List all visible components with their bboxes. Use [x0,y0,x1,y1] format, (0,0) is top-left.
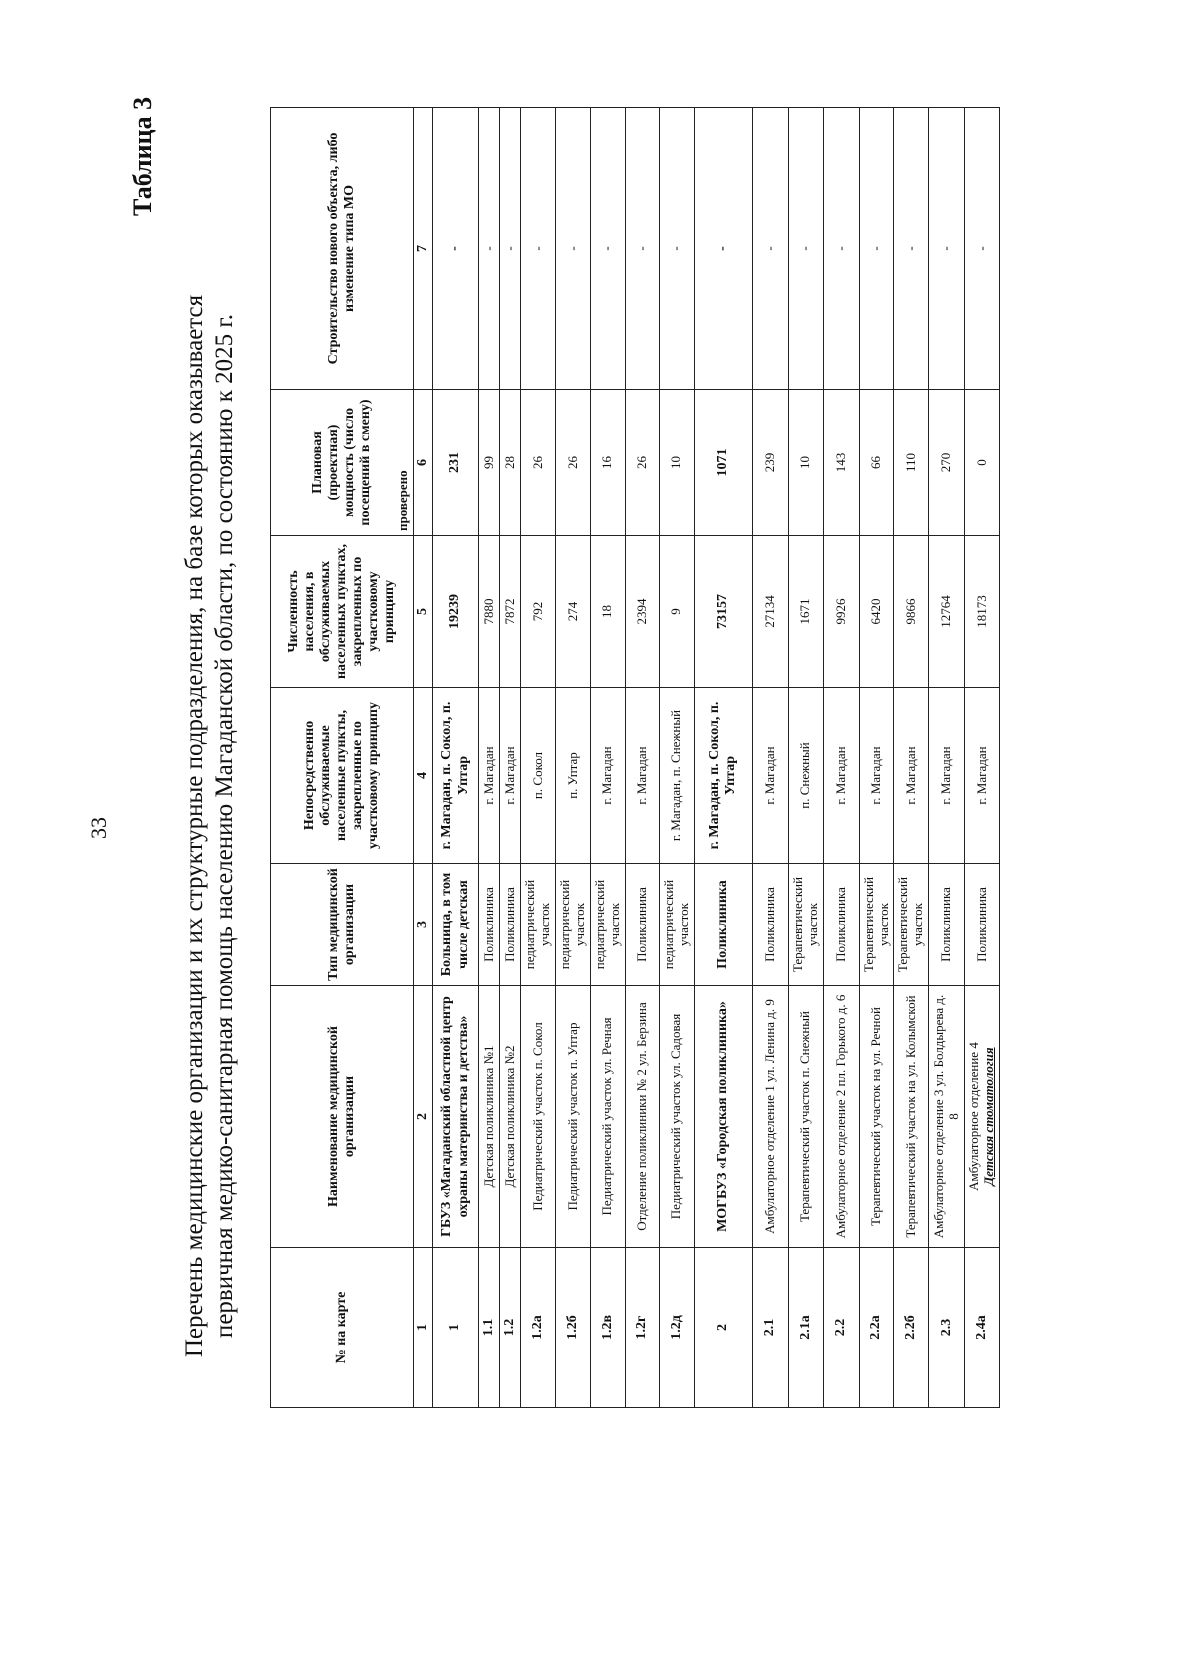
row-population: 19239 [433,536,479,688]
row-build: - [788,108,823,390]
row-number: 1.2б [556,1248,591,1408]
table-row [479,108,500,1408]
row-type: Поликлиника [965,864,1000,986]
row-capacity: 1071 [694,390,752,536]
row-capacity: 10 [788,390,823,536]
checked-overlay-text: проверено [395,470,411,531]
row-number: 1.2г [625,1248,659,1408]
row-population: 6420 [859,536,894,688]
row-name-text: Амбулаторное отделение 4 [966,1042,982,1191]
row-name: Амбулаторное отделение 1 ул. Ленина д. 9 [752,986,788,1248]
row-build: - [625,108,659,390]
row-places: п. Уптар [556,688,591,864]
row-places: г. Магадан [859,688,894,864]
row-population: 7880 [479,536,500,688]
row-number: 1.2а [521,1248,556,1408]
row-type: Поликлиника [823,864,859,986]
table-row [659,108,694,1408]
col-number: 5 [414,536,433,688]
row-capacity: 239 [752,390,788,536]
table-row [433,108,479,1408]
row-places: г. Магадан [929,688,965,864]
row-capacity: 28 [500,390,521,536]
row-capacity: 66 [859,390,894,536]
row-capacity: 110 [894,390,929,536]
table-row [500,108,521,1408]
title-line-2: первичная медико-санитарная помощь населению Магаданской области, по состоянию к 2025 г. [211,313,238,1339]
row-number: 2.4а [965,1248,1000,1408]
col-number: 1 [414,1248,433,1408]
row-name: Детская поликлиника №1 [479,986,500,1248]
table-row [965,108,1000,1408]
row-name: МОГБУЗ «Городская поликлиника» [694,986,752,1248]
row-type: Больница, в том числе детская [433,864,479,986]
row-number: 1.2д [659,1248,694,1408]
row-places: г. Магадан [752,688,788,864]
row-number: 2.3 [929,1248,965,1408]
row-places: п. Сокол [521,688,556,864]
table-row [590,108,625,1408]
row-capacity: 270 [929,390,965,536]
row-places: г. Магадан [479,688,500,864]
row-name: Терапевтический участок на ул. Колымской [894,986,929,1248]
row-population: 12764 [929,536,965,688]
page-number: 33 [86,817,111,839]
row-capacity: 143 [823,390,859,536]
row-build: - [479,108,500,390]
table-row [929,108,965,1408]
row-capacity: 231 [433,390,479,536]
row-population: 1671 [788,536,823,688]
row-places: г. Магадан, п. Сокол, п. Уптар [433,688,479,864]
organizations-table [270,107,1000,1408]
row-population: 9866 [894,536,929,688]
row-places: г. Магадан [965,688,1000,864]
row-name: Педиатрический участок ул. Садовая [659,986,694,1248]
row-number: 2.2 [823,1248,859,1408]
row-type: Поликлиника [479,864,500,986]
row-name: Детская поликлиника №2 [500,986,521,1248]
table-row [823,108,859,1408]
col-header-type: Тип медицинской организации [271,864,414,986]
col-number: 3 [414,864,433,986]
row-population: 792 [521,536,556,688]
row-type: Поликлиника [500,864,521,986]
table-row [894,108,929,1408]
col-header-places: Непосредственно обслуживаемые населенные пункты, закрепленные по участковому принципу [271,688,414,864]
row-places: г. Магадан [625,688,659,864]
row-population: 18 [590,536,625,688]
row-number: 2.2а [859,1248,894,1408]
row-places: г. Магадан, п. Снежный [659,688,694,864]
row-name: ГБУЗ «Магаданский областной центр охраны материнства и детства» [433,986,479,1248]
row-capacity: 0 [965,390,1000,536]
row-name: Амбулаторное отделение 3 ул. Болдырева д. 8 [929,986,965,1248]
row-capacity: 16 [590,390,625,536]
row-places: п. Снежный [788,688,823,864]
row-build: - [823,108,859,390]
row-type: Терапевтический участок [788,864,823,986]
row-population: 274 [556,536,591,688]
row-name: Амбулаторное отделение 2 пл. Горького д. 6 [823,986,859,1248]
col-number: 4 [414,688,433,864]
row-type: педиатрический участок [521,864,556,986]
row-build: - [556,108,591,390]
row-build: - [694,108,752,390]
column-numbers-row [414,108,433,1408]
row-population: 27134 [752,536,788,688]
row-places: г. Магадан [894,688,929,864]
row-name [965,986,1000,1248]
row-places: г. Магадан, п. Сокол, п. Уптар [694,688,752,864]
row-population: 9926 [823,536,859,688]
row-type: Поликлиника [752,864,788,986]
row-population: 9 [659,536,694,688]
row-places: г. Магадан [590,688,625,864]
table-row [556,108,591,1408]
row-number: 2.1а [788,1248,823,1408]
row-type: педиатрический участок [659,864,694,986]
row-build: - [929,108,965,390]
row-capacity: 26 [625,390,659,536]
row-build: - [894,108,929,390]
table-row [859,108,894,1408]
row-type: педиатрический участок [556,864,591,986]
col-number: 7 [414,108,433,390]
row-name: Отделение поликлиники № 2 ул. Берзина [625,986,659,1248]
row-type: Терапевтический участок [894,864,929,986]
row-type: Поликлиника [929,864,965,986]
row-number: 1 [433,1248,479,1408]
row-population: 18173 [965,536,1000,688]
row-build: - [859,108,894,390]
table-row [625,108,659,1408]
row-build: - [500,108,521,390]
document-title [180,176,240,1476]
row-number: 1.2 [500,1248,521,1408]
table-label: Таблица 3 [128,96,157,216]
row-name: Педиатрический участок п. Сокол [521,986,556,1248]
row-number: 2.2б [894,1248,929,1408]
row-build: - [433,108,479,390]
row-type: Поликлиника [694,864,752,986]
col-header-name: Наименование медицинской организации [271,986,414,1248]
row-population: 2394 [625,536,659,688]
row-number: 1.1 [479,1248,500,1408]
row-number: 1.2в [590,1248,625,1408]
row-type: Терапевтический участок [859,864,894,986]
table-row [752,108,788,1408]
table-row [788,108,823,1408]
row-places: г. Магадан [823,688,859,864]
row-capacity: 99 [479,390,500,536]
row-build: - [752,108,788,390]
row-number: 2 [694,1248,752,1408]
col-header-number: № на карте [271,1248,414,1408]
row-build: - [965,108,1000,390]
row-build: - [659,108,694,390]
col-header-capacity [271,390,414,536]
row-type: Поликлиника [625,864,659,986]
row-capacity: 26 [556,390,591,536]
col-number: 2 [414,986,433,1248]
row-places: г. Магадан [500,688,521,864]
col-header-population: Численность населения, в обслуживаемых населенных пунктах, закрепленных по участковому принципу [271,536,414,688]
col-header-build: Строительство нового объекта, либо изменение типа МО [271,108,414,390]
row-build: - [590,108,625,390]
table-row [521,108,556,1408]
row-number: 2.1 [752,1248,788,1408]
row-capacity: 26 [521,390,556,536]
col-number: 6 [414,390,433,536]
row-name: Терапевтический участок на ул. Речной [859,986,894,1248]
row-name-extra: Детская стоматология [981,1047,997,1186]
table-header-row [271,108,414,1408]
title-line-1: Перечень медицинские организации и их структурные подразделения, на базе которых оказывается [181,294,208,1358]
row-capacity: 10 [659,390,694,536]
row-type: педиатрический участок [590,864,625,986]
row-population: 73157 [694,536,752,688]
row-name: Педиатрический участок ул. Речная [590,986,625,1248]
row-name: Педиатрический участок п. Уптар [556,986,591,1248]
row-build: - [521,108,556,390]
col-header-capacity-text: Плановая (проектная) мощность (число посещений в смену) [309,399,374,526]
table-row [694,108,752,1408]
row-name: Терапевтический участок п. Снежный [788,986,823,1248]
row-population: 7872 [500,536,521,688]
